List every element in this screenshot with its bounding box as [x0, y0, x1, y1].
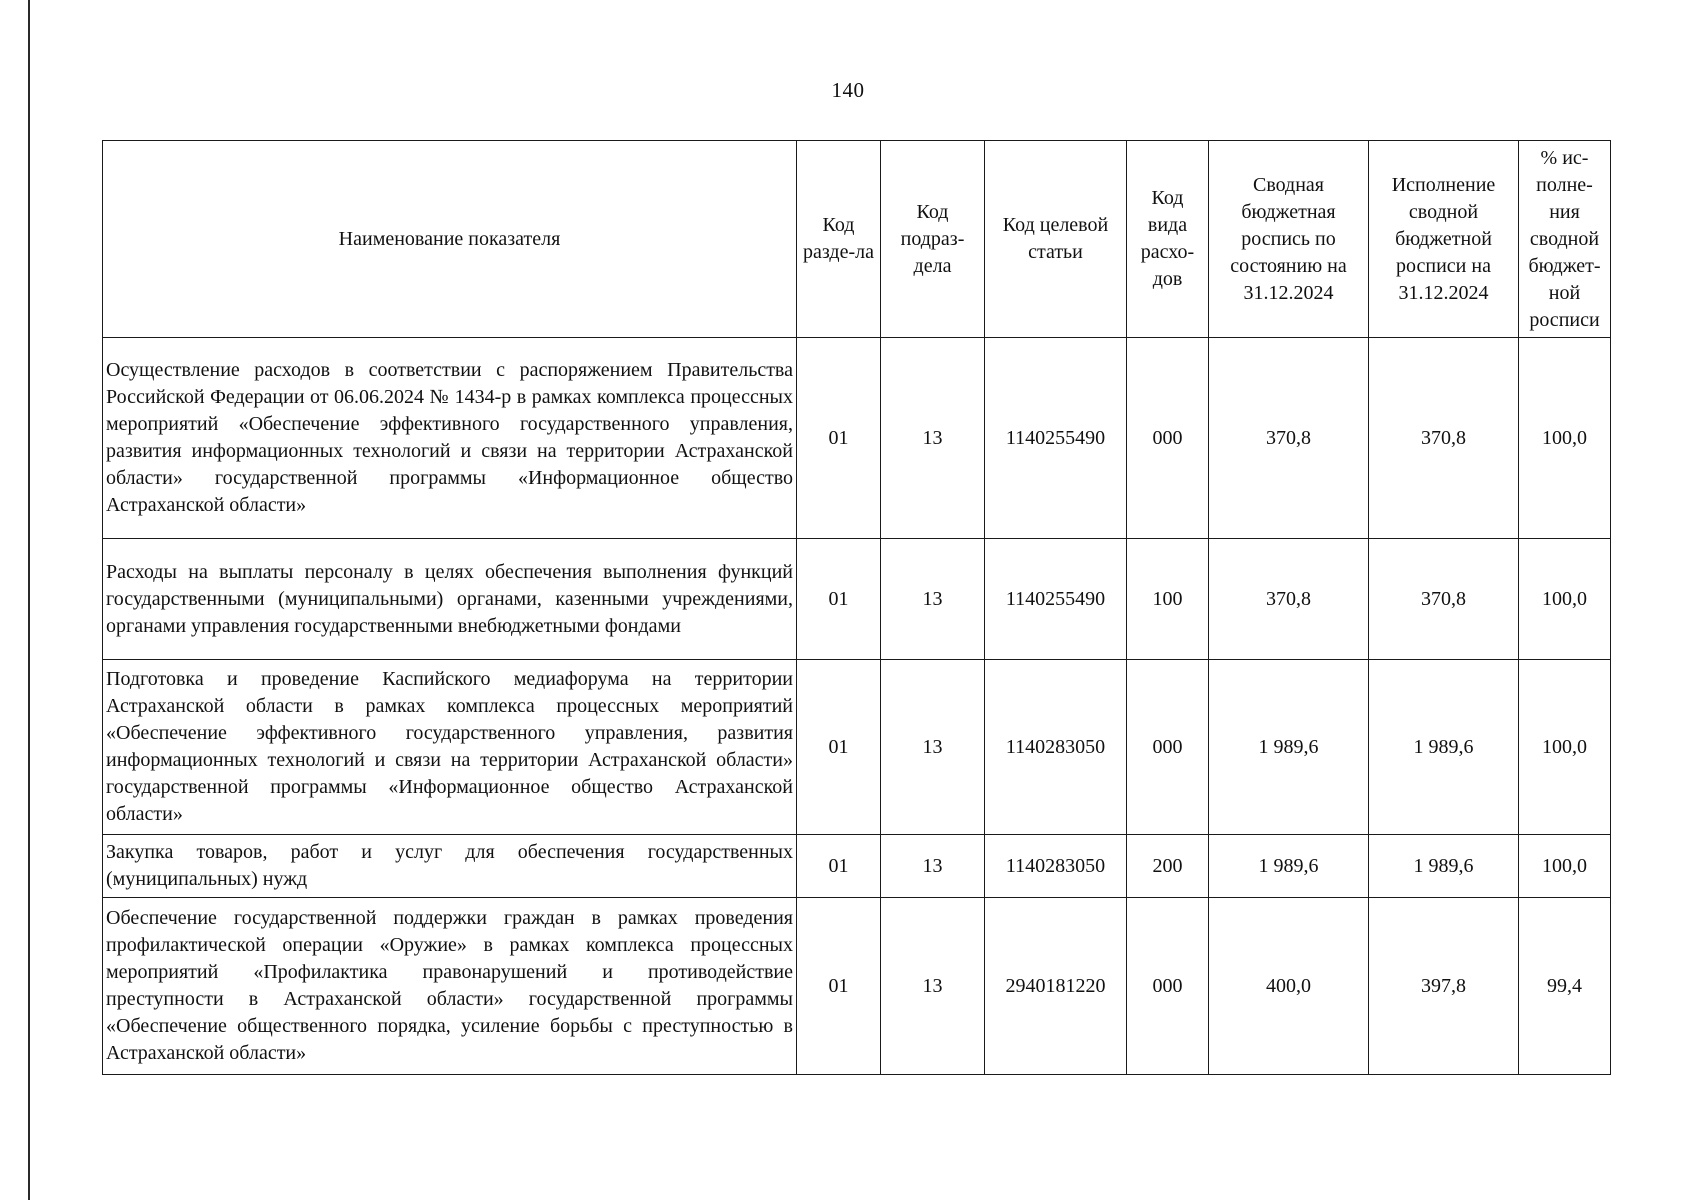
- row-planned: 370,8: [1209, 539, 1369, 660]
- row-planned: 1 989,6: [1209, 660, 1369, 835]
- header-percent: % ис-полне-ния сводной бюджет-ной росписи: [1519, 141, 1611, 338]
- header-subsection: Код подраз-дела: [881, 141, 985, 338]
- row-executed: 1 989,6: [1369, 835, 1519, 898]
- budget-table: [102, 140, 1611, 1075]
- row-target: 2940181220: [985, 898, 1127, 1075]
- header-executed: Исполнение сводной бюджетной росписи на 31.12.2024: [1369, 141, 1519, 338]
- left-margin-line: [28, 0, 30, 1200]
- table-row: [103, 539, 1611, 660]
- row-target: 1140255490: [985, 539, 1127, 660]
- table-header-row: [103, 141, 1611, 338]
- row-percent: 99,4: [1519, 898, 1611, 1075]
- row-subsection: 13: [881, 660, 985, 835]
- row-subsection: 13: [881, 898, 985, 1075]
- header-name: Наименование показателя: [103, 141, 797, 338]
- row-planned: 400,0: [1209, 898, 1369, 1075]
- row-section: 01: [797, 660, 881, 835]
- row-subsection: 13: [881, 338, 985, 539]
- row-percent: 100,0: [1519, 660, 1611, 835]
- row-expense-type: 000: [1127, 898, 1209, 1075]
- row-percent: 100,0: [1519, 835, 1611, 898]
- row-executed: 397,8: [1369, 898, 1519, 1075]
- row-planned: 1 989,6: [1209, 835, 1369, 898]
- row-name: Подготовка и проведение Каспийского медиафорума на территории Астраханской области в рамках комплекса процессных мероприятий «Обеспечение эффективного государственного управления, развития информационных технологий и связи на территории Астраханской области» государственной программы «Информационное общество Астраханской области»: [103, 660, 797, 835]
- row-section: 01: [797, 835, 881, 898]
- table-row: [103, 660, 1611, 835]
- table-row: [103, 898, 1611, 1075]
- row-expense-type: 200: [1127, 835, 1209, 898]
- row-expense-type: 000: [1127, 660, 1209, 835]
- page-number: 140: [831, 78, 865, 102]
- row-executed: 370,8: [1369, 539, 1519, 660]
- header-planned: Сводная бюджетная роспись по состоянию на 31.12.2024: [1209, 141, 1369, 338]
- row-expense-type: 000: [1127, 338, 1209, 539]
- header-section: Код разде-ла: [797, 141, 881, 338]
- row-target: 1140255490: [985, 338, 1127, 539]
- row-executed: 1 989,6: [1369, 660, 1519, 835]
- row-section: 01: [797, 898, 881, 1075]
- row-target: 1140283050: [985, 835, 1127, 898]
- row-name: Закупка товаров, работ и услуг для обеспечения государственных (муниципальных) нужд: [103, 835, 797, 898]
- row-name: Осуществление расходов в соответствии с распоряжением Правительства Российской Федерации от 06.06.2024 № 1434-р в рамках комплекса процессных мероприятий «Обеспечение эффективного государственного управления, развития информационных технологий и связи на территории Астраханской области» государственной программы «Информационное общество Астраханской области»: [103, 338, 797, 539]
- row-section: 01: [797, 539, 881, 660]
- table-row: [103, 835, 1611, 898]
- row-target: 1140283050: [985, 660, 1127, 835]
- table-row: [103, 338, 1611, 539]
- row-name: Расходы на выплаты персоналу в целях обеспечения выполнения функций государственными (муниципальными) органами, казенными учреждениями, органами управления государственными внебюджетными фондами: [103, 539, 797, 660]
- row-percent: 100,0: [1519, 338, 1611, 539]
- row-planned: 370,8: [1209, 338, 1369, 539]
- row-expense-type: 100: [1127, 539, 1209, 660]
- row-executed: 370,8: [1369, 338, 1519, 539]
- row-section: 01: [797, 338, 881, 539]
- row-subsection: 13: [881, 539, 985, 660]
- row-name: Обеспечение государственной поддержки граждан в рамках проведения профилактической операции «Оружие» в рамках комплекса процессных мероприятий «Профилактика правонарушений и противодействие преступности в Астраханской области» государственной программы «Обеспечение общественного порядка, усиление борьбы с преступностью в Астраханской области»: [103, 898, 797, 1075]
- row-subsection: 13: [881, 835, 985, 898]
- row-percent: 100,0: [1519, 539, 1611, 660]
- header-target: Код целевой статьи: [985, 141, 1127, 338]
- header-expense-type: Код вида расхо-дов: [1127, 141, 1209, 338]
